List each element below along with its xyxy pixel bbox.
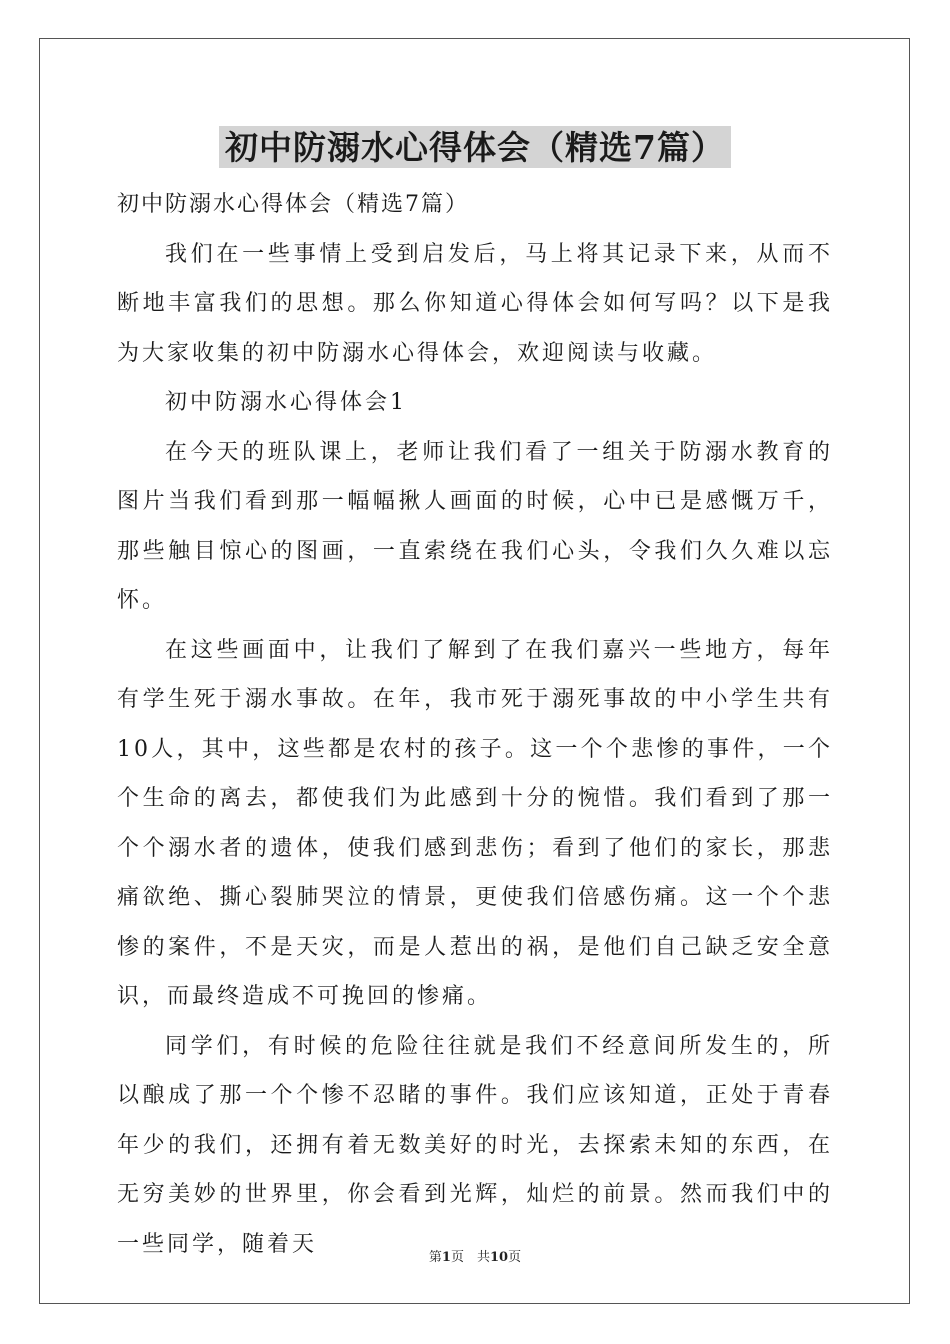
footer-suffix: 页 xyxy=(508,1250,522,1265)
title-wrap xyxy=(0,126,950,168)
page-total: 10 xyxy=(489,1250,509,1265)
paragraph: 同学们，有时候的危险往往就是我们不经意间所发生的，所以酿成了那一个个惨不忍睹的事件。我们应该知道，正处于青春年少的我们，还拥有着无数美好的时光，去探索未知的东西，在无穷美妙的世界里，你会看到光辉，灿烂的前景。然而我们中的一些同学，随着天 xyxy=(117,1033,833,1257)
paragraph: 在今天的班队课上，老师让我们看了一组关于防溺水教育的图片当我们看到那一幅幅揪人画面的时候，心中已是感慨万千，那些触目惊心的图画，一直索绕在我们心头，令我们久久难以忘怀。 xyxy=(117,439,833,613)
footer-prefix: 第 xyxy=(428,1250,442,1265)
page-number: 1 xyxy=(441,1250,451,1265)
paragraph-intro: 我们在一些事情上受到启发后，马上将其记录下来，从而不断地丰富我们的思想。那么你知道心得体会如何写吗？以下是我为大家收集的初中防溺水心得体会，欢迎阅读与收藏。 xyxy=(117,241,833,366)
footer-mid: 页 共 xyxy=(450,1250,490,1265)
document-subtitle: 初中防溺水心得体会（精选7篇） xyxy=(117,192,469,217)
page-footer xyxy=(0,1246,950,1265)
paragraph: 在这些画面中，让我们了解到了在我们嘉兴一些地方，每年有学生死于溺水事故。在年，我市死于溺死事故的中小学生共有10人，其中，这些都是农村的孩子。这一个个悲惨的事件，一个个生命的离去，都使我们为此感到十分的惋惜。我们看到了那一个个溺水者的遗体，使我们感到悲伤；看到了他们的家长，那悲痛欲绝、撕心裂肺哭泣的情景，更使我们倍感伤痛。这一个个悲惨的案件，不是天灾，而是人惹出的祸，是他们自己缺乏安全意识，而最终造成不可挽回的惨痛。 xyxy=(117,637,833,1009)
document-title: 初中防溺水心得体会（精选7篇） xyxy=(219,126,731,168)
document-body xyxy=(117,180,833,1269)
section-heading: 初中防溺水心得体会1 xyxy=(165,390,407,415)
